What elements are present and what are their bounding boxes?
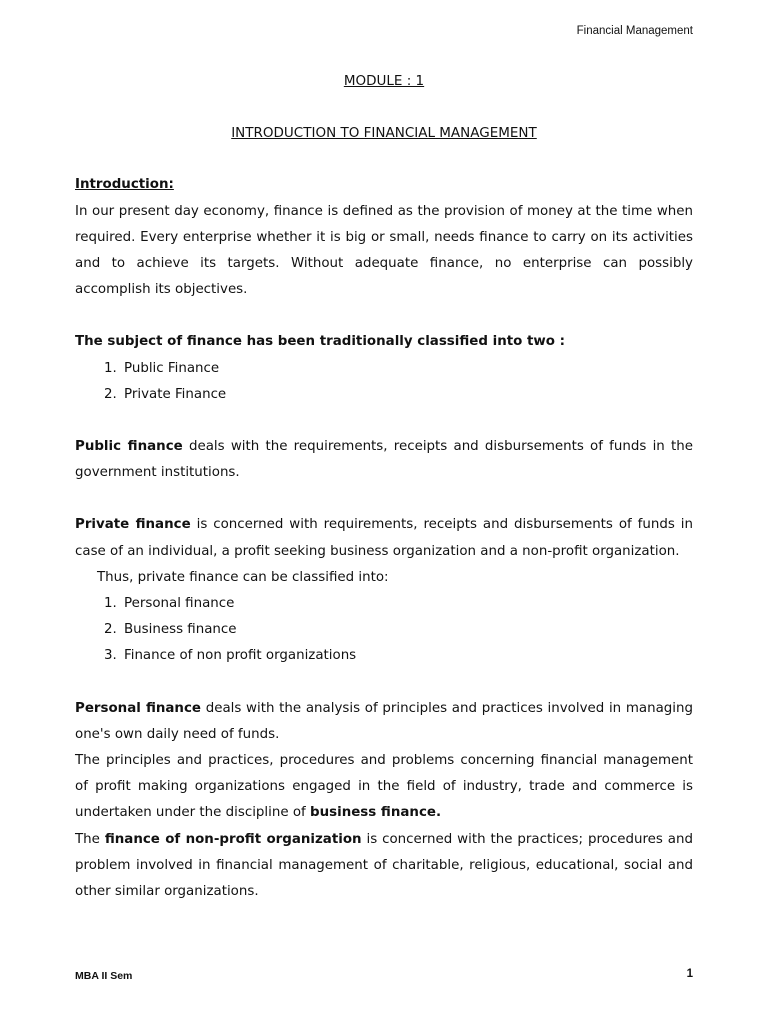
list-item: 1. Personal finance: [121, 591, 693, 617]
introduction-paragraph: In our present day economy, finance is defined as the provision of money at the time when required. Every enterprise whether it is big or small, needs finance to carry on its activities and to achieve its targets. Without adequate finance, no enterprise can possibly accomplish its objectives.: [75, 203, 693, 298]
business-finance-paragraph: [75, 748, 693, 827]
private-finance-term: Private finance: [75, 517, 191, 533]
chapter-title: INTRODUCTION TO FINANCIAL MANAGEMENT: [231, 125, 537, 142]
introduction-heading: Introduction:: [75, 177, 174, 193]
personal-finance-text: deals with the analysis of principles and practices involved in managing one's own daily need of funds.: [75, 700, 694, 742]
business-finance-text: The principles and practices, procedures and problems concerning financial management of profit making organizations engaged in the field of industry, trade and commerce is undertaken under the discipline of: [75, 753, 693, 821]
page-number: 1: [686, 968, 693, 980]
personal-finance-paragraph: [75, 696, 693, 748]
nonprofit-finance-text: is concerned with the practices; procedures and problem involved in financial management of charitable, religious, educational, social and other similar organizations.: [75, 831, 694, 900]
private-finance-list: [75, 591, 693, 670]
private-finance-text: is concerned with requirements, receipts and disbursements of funds in case of an individual, a profit seeking business organization and a non-profit organization.: [75, 517, 693, 559]
running-header: Financial Management: [576, 25, 693, 37]
classification-heading: The subject of finance has been traditionally classified into two :: [75, 334, 565, 350]
private-finance-paragraph: [75, 512, 693, 564]
nonprofit-finance-term: finance of non-profit organization: [104, 831, 362, 847]
personal-finance-term: Personal finance: [75, 700, 201, 716]
public-finance-paragraph: [75, 434, 693, 486]
list-item: 2. Private Finance: [121, 382, 693, 408]
page-body: [75, 68, 693, 905]
module-title: MODULE : 1: [343, 73, 425, 89]
list-item: 1. Public Finance: [121, 356, 693, 382]
list-item: 2. Business finance: [121, 617, 693, 643]
public-finance-term: Public finance: [75, 439, 183, 455]
footer-course: MBA II Sem: [75, 970, 133, 982]
private-finance-classified-intro: Thus, private finance can be classified into:: [97, 569, 389, 585]
public-finance-text: deals with the requirements, receipts and disbursements of funds in the government institutions.: [75, 439, 693, 481]
classification-list: [75, 356, 693, 408]
nonprofit-finance-lead: The: [75, 831, 105, 847]
nonprofit-finance-paragraph: [75, 827, 693, 906]
list-item: 3. Finance of non profit organizations: [121, 643, 693, 669]
business-finance-term: business finance.: [310, 805, 442, 821]
